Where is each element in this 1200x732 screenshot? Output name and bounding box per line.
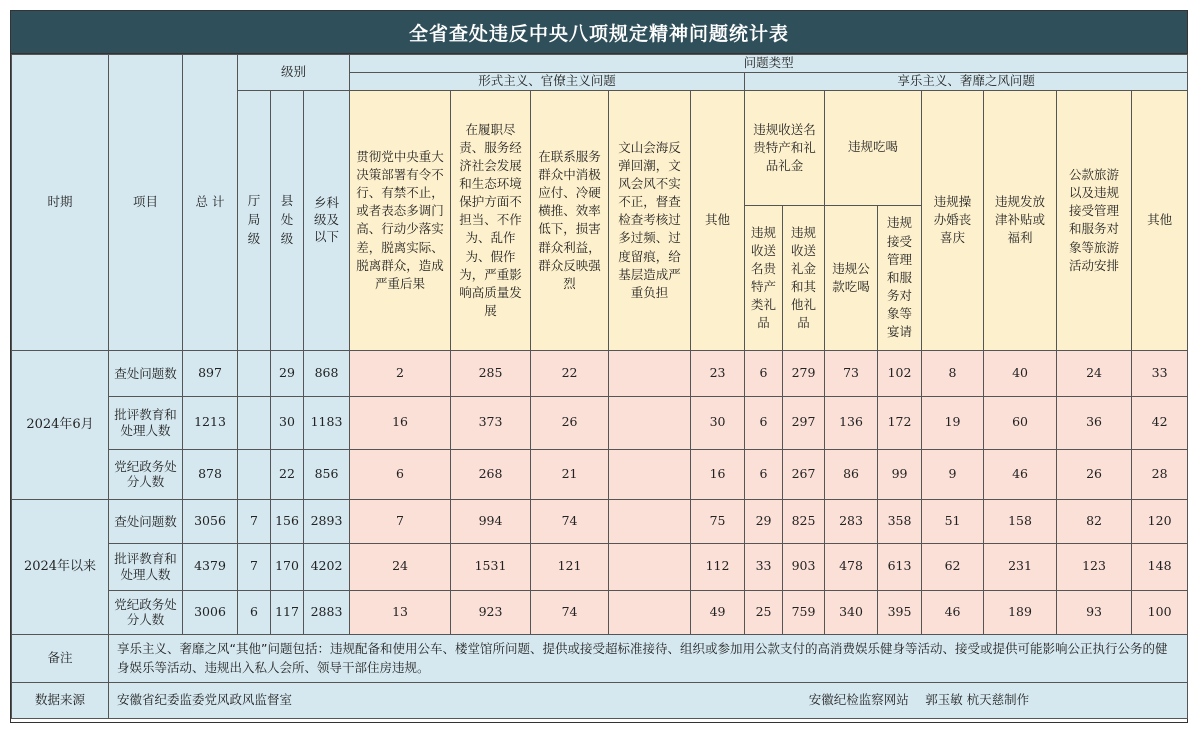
row-item-label: 查处问题数 xyxy=(109,350,183,396)
header-formalism-group: 形式主义、官僚主义问题 xyxy=(350,72,745,90)
value-cell: 86 xyxy=(825,449,878,499)
value-cell xyxy=(238,396,271,449)
value-cell: 7 xyxy=(350,499,451,543)
value-cell: 36 xyxy=(1057,396,1132,449)
source-text: 安徽省纪委监委党风政风监督室 xyxy=(117,691,293,707)
value-cell: 120 xyxy=(1132,499,1188,543)
value-cell: 112 xyxy=(691,543,745,590)
table-row xyxy=(12,449,1188,499)
value-cell: 33 xyxy=(745,543,783,590)
value-cell: 28 xyxy=(1132,449,1188,499)
value-cell: 878 xyxy=(183,449,238,499)
value-cell: 21 xyxy=(531,449,609,499)
row-item-label: 批评教育和处理人数 xyxy=(109,543,183,590)
value-cell: 3006 xyxy=(183,590,238,634)
header-gift-a: 违规收送名贵特产类礼品 xyxy=(745,205,783,350)
value-cell xyxy=(609,396,691,449)
header-item: 项目 xyxy=(109,55,183,351)
value-cell: 46 xyxy=(922,590,984,634)
value-cell: 613 xyxy=(878,543,922,590)
value-cell: 373 xyxy=(451,396,531,449)
value-cell: 268 xyxy=(451,449,531,499)
value-cell: 2 xyxy=(350,350,451,396)
header-period: 时期 xyxy=(12,55,109,351)
header-formalism-1: 贯彻党中央重大决策部署有令不行、有禁不止，或者表态多调门高、行动少落实差，脱离实际、脱离群众，造成严重后果 xyxy=(350,90,451,350)
header-level-xiang xyxy=(304,90,350,350)
value-cell: 24 xyxy=(1057,350,1132,396)
value-cell: 825 xyxy=(783,499,825,543)
value-cell: 99 xyxy=(878,449,922,499)
note-label: 备注 xyxy=(12,634,109,682)
value-cell xyxy=(609,499,691,543)
value-cell: 868 xyxy=(304,350,350,396)
value-cell xyxy=(609,590,691,634)
value-cell: 395 xyxy=(878,590,922,634)
value-cell: 25 xyxy=(745,590,783,634)
header-formalism-2: 在履职尽责、服务经济社会发展和生态环境保护方面不担当、不作为、乱作为、假作为，严重影响高质量发展 xyxy=(451,90,531,350)
value-cell: 297 xyxy=(783,396,825,449)
header-problem-type: 问题类型 xyxy=(350,55,1188,73)
period-cell: 2024年6月 xyxy=(12,350,109,499)
table-row xyxy=(12,543,1188,590)
value-cell: 23 xyxy=(691,350,745,396)
value-cell: 26 xyxy=(531,396,609,449)
value-cell: 29 xyxy=(271,350,304,396)
value-cell: 759 xyxy=(783,590,825,634)
header-formalism-4: 文山会海反弹回潮，文风会风不实不正，督查检查考核过多过频、过度留痕，给基层造成严重负担 xyxy=(609,90,691,350)
value-cell: 6 xyxy=(350,449,451,499)
value-cell: 897 xyxy=(183,350,238,396)
value-cell: 42 xyxy=(1132,396,1188,449)
value-cell: 16 xyxy=(350,396,451,449)
header-total: 总 计 xyxy=(183,55,238,351)
source-row xyxy=(117,692,1179,709)
value-cell: 7 xyxy=(238,499,271,543)
header-level-ting xyxy=(238,90,271,350)
value-cell: 6 xyxy=(238,590,271,634)
value-cell: 231 xyxy=(984,543,1057,590)
value-cell: 170 xyxy=(271,543,304,590)
value-cell: 340 xyxy=(825,590,878,634)
table-title: 全省查处违反中央八项规定精神问题统计表 xyxy=(11,11,1187,54)
value-cell: 22 xyxy=(271,449,304,499)
value-cell: 30 xyxy=(691,396,745,449)
value-cell: 26 xyxy=(1057,449,1132,499)
value-cell: 1531 xyxy=(451,543,531,590)
value-cell: 16 xyxy=(691,449,745,499)
value-cell: 30 xyxy=(271,396,304,449)
value-cell: 13 xyxy=(350,590,451,634)
value-cell: 189 xyxy=(984,590,1057,634)
header-hedonism-dining: 违规吃喝 xyxy=(825,90,922,205)
value-cell: 60 xyxy=(984,396,1057,449)
value-cell: 267 xyxy=(783,449,825,499)
value-cell: 4202 xyxy=(304,543,350,590)
row-item-label: 党纪政务处分人数 xyxy=(109,590,183,634)
header-level-xian-label: 县处级 xyxy=(280,193,294,246)
value-cell: 148 xyxy=(1132,543,1188,590)
value-cell: 51 xyxy=(922,499,984,543)
value-cell: 82 xyxy=(1057,499,1132,543)
value-cell xyxy=(609,543,691,590)
value-cell: 158 xyxy=(984,499,1057,543)
table-row xyxy=(12,350,1188,396)
value-cell: 283 xyxy=(825,499,878,543)
value-cell: 29 xyxy=(745,499,783,543)
value-cell: 156 xyxy=(271,499,304,543)
header-gift-b: 违规收送礼金和其他礼品 xyxy=(783,205,825,350)
value-cell: 6 xyxy=(745,350,783,396)
header-hedonism-group: 享乐主义、奢靡之风问题 xyxy=(745,72,1188,90)
value-cell: 994 xyxy=(451,499,531,543)
value-cell: 62 xyxy=(922,543,984,590)
header-level: 级别 xyxy=(238,55,350,91)
row-item-label: 查处问题数 xyxy=(109,499,183,543)
value-cell: 856 xyxy=(304,449,350,499)
value-cell: 22 xyxy=(531,350,609,396)
value-cell: 24 xyxy=(350,543,451,590)
value-cell: 136 xyxy=(825,396,878,449)
value-cell: 2883 xyxy=(304,590,350,634)
value-cell: 121 xyxy=(531,543,609,590)
header-level-ting-label: 厅局级 xyxy=(247,193,261,246)
note-text: 享乐主义、奢靡之风“其他”问题包括：违规配备和使用公车、楼堂馆所问题、提供或接受超标准接待、组织或参加用公款支付的高消费娱乐健身等活动、接受或提供可能影响公正执行公务的健身娱乐等活动、违规出入私人会所、领导干部住房违规。 xyxy=(109,634,1188,682)
row-item-label: 批评教育和处理人数 xyxy=(109,396,183,449)
value-cell: 1213 xyxy=(183,396,238,449)
value-cell: 9 xyxy=(922,449,984,499)
value-cell: 1183 xyxy=(304,396,350,449)
value-cell: 279 xyxy=(783,350,825,396)
header-dining-a: 违规公款吃喝 xyxy=(825,205,878,350)
credit-text: 安徽纪检监察网站 郭玉敏 杭天慈制作 xyxy=(808,691,1030,707)
value-cell: 2893 xyxy=(304,499,350,543)
value-cell: 117 xyxy=(271,590,304,634)
value-cell: 923 xyxy=(451,590,531,634)
header-hedonism-other: 其他 xyxy=(1132,90,1188,350)
header-hedonism-subsidy: 违规发放津补贴或福利 xyxy=(984,90,1057,350)
stats-table-frame xyxy=(10,10,1188,723)
value-cell xyxy=(609,350,691,396)
value-cell: 74 xyxy=(531,499,609,543)
value-cell: 74 xyxy=(531,590,609,634)
value-cell xyxy=(609,449,691,499)
value-cell: 100 xyxy=(1132,590,1188,634)
header-hedonism-travel: 公款旅游以及违规接受管理和服务对象等旅游活动安排 xyxy=(1057,90,1132,350)
header-hedonism-gift: 违规收送名贵特产和礼品礼金 xyxy=(745,90,825,205)
value-cell: 6 xyxy=(745,396,783,449)
stats-table xyxy=(11,54,1188,719)
value-cell: 49 xyxy=(691,590,745,634)
header-formalism-3: 在联系服务群众中消极应付、冷硬横推、效率低下，损害群众利益，群众反映强烈 xyxy=(531,90,609,350)
value-cell: 33 xyxy=(1132,350,1188,396)
value-cell: 73 xyxy=(825,350,878,396)
header-dining-b: 违规接受管理和服务对象等宴请 xyxy=(878,205,922,350)
value-cell: 7 xyxy=(238,543,271,590)
value-cell: 903 xyxy=(783,543,825,590)
table-row xyxy=(12,590,1188,634)
value-cell xyxy=(238,350,271,396)
value-cell: 3056 xyxy=(183,499,238,543)
period-cell: 2024年以来 xyxy=(12,499,109,634)
value-cell: 285 xyxy=(451,350,531,396)
source-label: 数据来源 xyxy=(12,682,109,718)
value-cell: 40 xyxy=(984,350,1057,396)
table-row xyxy=(12,499,1188,543)
header-formalism-other: 其他 xyxy=(691,90,745,350)
value-cell: 6 xyxy=(745,449,783,499)
value-cell: 358 xyxy=(878,499,922,543)
value-cell: 75 xyxy=(691,499,745,543)
value-cell: 8 xyxy=(922,350,984,396)
value-cell: 46 xyxy=(984,449,1057,499)
value-cell: 478 xyxy=(825,543,878,590)
source-cell xyxy=(109,682,1188,718)
value-cell xyxy=(238,449,271,499)
value-cell: 102 xyxy=(878,350,922,396)
header-level-xiang-label: 乡科级及以下 xyxy=(313,195,339,244)
header-hedonism-wedding: 违规操办婚丧喜庆 xyxy=(922,90,984,350)
value-cell: 4379 xyxy=(183,543,238,590)
header-level-xian xyxy=(271,90,304,350)
value-cell: 19 xyxy=(922,396,984,449)
value-cell: 93 xyxy=(1057,590,1132,634)
table-row xyxy=(12,396,1188,449)
data-body xyxy=(12,350,1188,634)
row-item-label: 党纪政务处分人数 xyxy=(109,449,183,499)
value-cell: 123 xyxy=(1057,543,1132,590)
value-cell: 172 xyxy=(878,396,922,449)
